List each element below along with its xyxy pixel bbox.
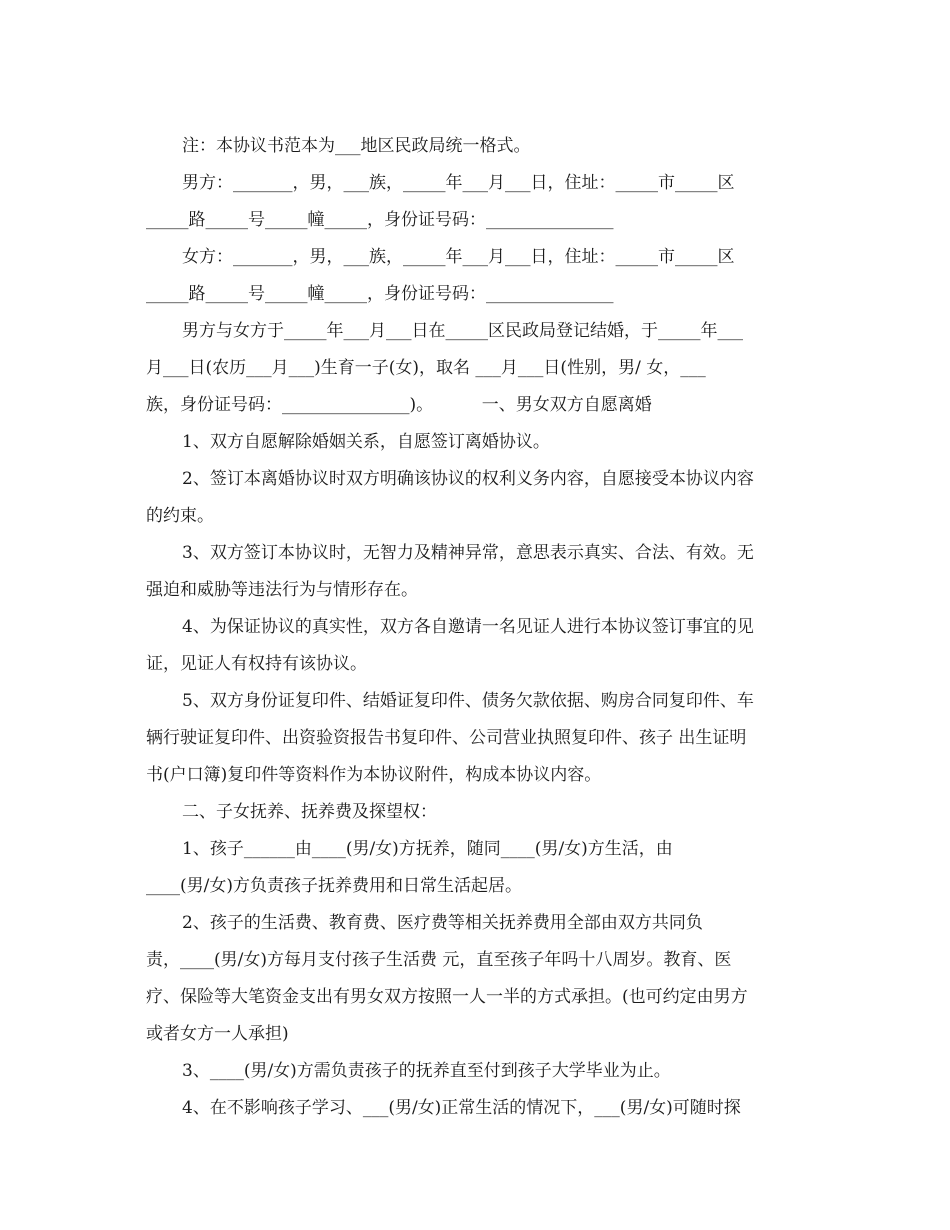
clause-1-4: 4、为保证协议的真实性，双方各自邀请一名见证人进行本协议签订事宜的见 <box>182 617 754 637</box>
clause-2-4: 4、在不影响孩子学习、___(男/女)正常生活的情况下，___(男/女)可随时探 <box>182 1098 741 1118</box>
child-id-and-section-one-line: 族，身份证号码：_______________)。 一、男女双方自愿离婚 <box>146 395 652 415</box>
clause-1-1: 1、双方自愿解除婚姻关系，自愿签订离婚协议。 <box>182 432 550 452</box>
clause-2-2-cont3: 或者女方一人承担) <box>146 1024 289 1044</box>
clause-1-3-cont: 强迫和威胁等违法行为与情形存在。 <box>146 580 418 600</box>
clause-2-2-cont2: 疗、保险等大笔资金支出有男女双方按照一人一半的方式承担。(也可约定由男方 <box>146 987 748 1007</box>
section-two-heading: 二、子女抚养、抚养费及探望权： <box>182 802 437 822</box>
husband-address-line: _____路_____号_____幢_____，身份证号码：_______________ <box>146 210 614 230</box>
clause-1-5-cont2: 书(户口簿)复印件等资料作为本协议附件，构成本协议内容。 <box>146 765 602 785</box>
marriage-info-line: 男方与女方于_____年___月___日在_____区民政局登记结婚，于_____年___ <box>182 321 743 341</box>
husband-info-line: 男方：_______，男，___族，_____年___月___日，住址：_____市_____区 <box>182 173 735 193</box>
note-line: 注：本协议书范本为___地区民政局统一格式。 <box>182 136 531 156</box>
clause-1-5: 5、双方身份证复印件、结婚证复印件、债务欠款依据、购房合同复印件、车 <box>182 691 754 711</box>
clause-1-3: 3、双方签订本协议时，无智力及精神异常，意思表示真实、合法、有效。无 <box>182 543 754 563</box>
wife-info-line: 女方：_______，男，___族，_____年___月___日，住址：_____市_____区 <box>182 247 735 267</box>
clause-2-3: 3、____(男/女)方需负责孩子的抚养直至付到孩子大学毕业为止。 <box>182 1061 671 1081</box>
clause-2-1-cont: ____(男/女)方负责孩子抚养费用和日常生活起居。 <box>146 876 522 896</box>
clause-1-2-cont: 的约束。 <box>146 506 214 526</box>
document-body <box>146 128 806 1127</box>
clause-1-5-cont: 辆行驶证复印件、出资验资报告书复印件、公司营业执照复印件、孩子 出生证明 <box>146 728 747 748</box>
clause-2-1: 1、孩子______由____(男/女)方抚养，随同____(男/女)方生活，由 <box>182 839 673 859</box>
clause-1-4-cont: 证，见证人有权持有该协议。 <box>146 654 367 674</box>
child-info-line: 月___日(农历___月___)生育一子(女)，取名 ___月___日(性别，男/ 女，___ <box>146 358 706 378</box>
clause-2-2: 2、孩子的生活费、教育费、医疗费等相关抚养费用全部由双方共同负 <box>182 913 703 933</box>
wife-address-line: _____路_____号_____幢_____，身份证号码：_______________ <box>146 284 614 304</box>
clause-2-2-cont: 责，____(男/女)方每月支付孩子生活费 元，直至孩子年吗十八周岁。教育、医 <box>146 950 732 970</box>
clause-1-2: 2、签订本离婚协议时双方明确该协议的权利义务内容，自愿接受本协议内容 <box>182 469 754 489</box>
